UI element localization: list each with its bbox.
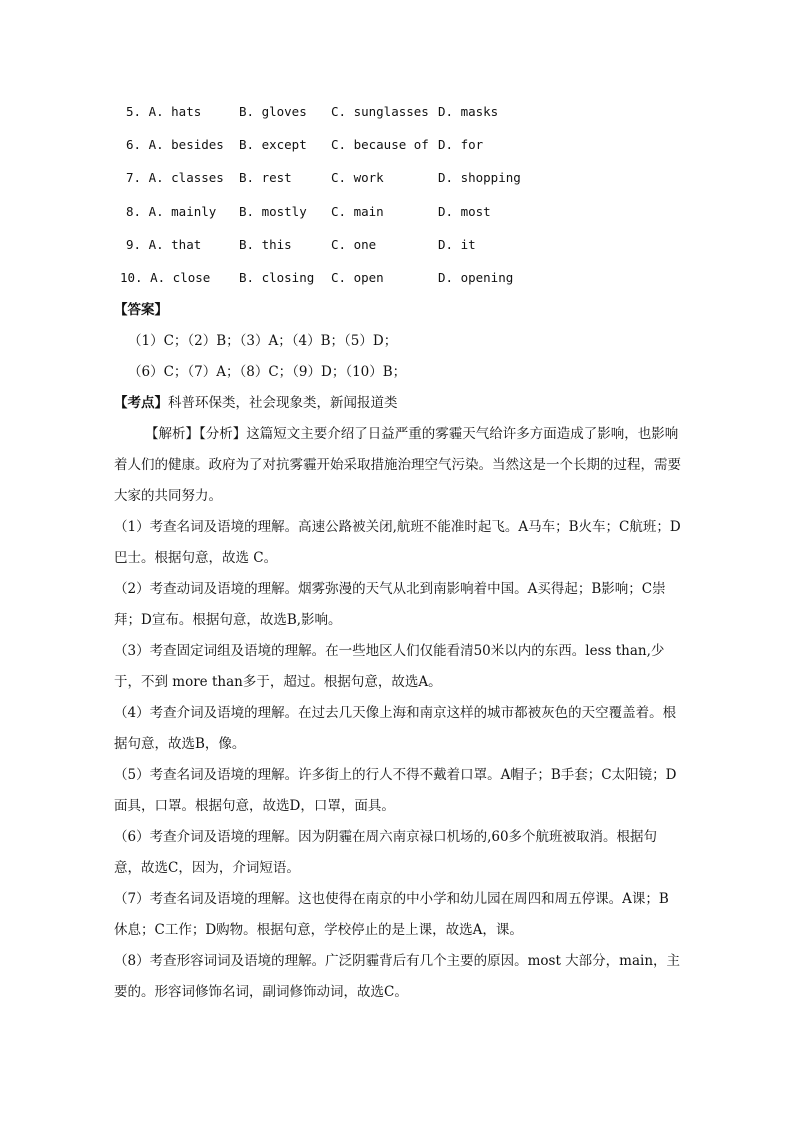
option-b: B. this [239, 236, 292, 252]
option-c: C. sunglasses [331, 104, 429, 119]
option-d: D. most [438, 203, 491, 219]
explanation-item: （4）考查介词及语境的理解。在过去几天像上海和南京这样的城市都被灰色的天空覆盖着。根据句意，故选B，像。 [114, 705, 677, 752]
explanation-item: （2）考查动词及语境的理解。烟雾弥漫的天气从北到南影响着中国。A买得起；B影响；C崇拜；D宣布。根据句意，故选B,影响。 [114, 581, 666, 628]
option-b: B. rest [239, 170, 292, 186]
option-d: D. for [438, 137, 484, 153]
explanation-item: （6）考查介词及语境的理解。因为阴霾在周六南京禄口机场的,60多个航班被取消。根据句意，故选C，因为，介词短语。 [114, 829, 658, 876]
answer-section [114, 295, 682, 1008]
analysis-text: 这篇短文主要介绍了日益严重的雾霾天气给许多方面造成了影响，也影响着人们的健康。政府为了对抗雾霾开始采取措施治理空气污染。当然这是一个长期的过程，需要大家的共同努力。 [114, 426, 681, 504]
kaodian-text: 科普环保类，社会现象类，新闻报道类 [168, 395, 398, 411]
option-c: C. work [331, 170, 384, 186]
option-a: 5. A. hats [126, 104, 202, 119]
explanation-item: （1）考查名词及语境的理解。高速公路被关闭,航班不能准时起飞。A马车；B火车；C航班；D巴士。根据句意，故选 C。 [114, 519, 681, 566]
answer-line: （6）C；（7）A；（8）C；（9）D；（10）B； [128, 364, 407, 380]
option-c: C. main [331, 203, 384, 219]
explanation-item: （5）考查名词及语境的理解。许多街上的行人不得不戴着口罩。A帽子；B手套；C太阳镜；D面具，口罩。根据句意，故选D，口罩，面具。 [114, 767, 677, 814]
answer-line: （1）C；（2）B；（3）A；（4）B；（5）D； [128, 333, 398, 349]
option-b: B. mostly [239, 203, 307, 219]
option-a: 9. A. that [126, 236, 202, 252]
kaodian [114, 388, 682, 419]
option-d: D. masks [438, 104, 499, 119]
option-d: D. opening [438, 269, 514, 285]
analysis-paragraph [114, 419, 682, 512]
option-a: 7. A. classes [126, 170, 224, 186]
option-d: D. shopping [438, 170, 521, 186]
option-d: D. it [438, 236, 476, 252]
option-c: C. open [331, 269, 384, 285]
option-a: 10. A. close [120, 269, 211, 285]
explanation-item: （7）考查名词及语境的理解。这也使得在南京的中小学和幼儿园在周四和周五停课。A课；B休息；C工作；D购物。根据句意，学校停止的是上课，故选A，课。 [114, 891, 669, 938]
option-b: B. gloves [239, 104, 307, 119]
option-b: B. except [239, 137, 307, 153]
explanation-item: （8）考查形容词词及语境的理解。广泛阴霾背后有几个主要的原因。most 大部分，main，主要的。形容词修饰名词，副词修饰动词，故选C。 [114, 953, 681, 1000]
option-c: C. one [331, 236, 377, 252]
option-a: 6. A. besides [126, 137, 224, 153]
explanation-item: （3）考查固定词组及语境的理解。在一些地区人们仅能看清50米以内的东西。less than,少于，不到 more than多于，超过。根据句意，故选A。 [114, 643, 665, 690]
option-b: B. closing [239, 269, 315, 285]
option-c: C. because of [331, 137, 429, 153]
analysis-label: 【解析】【分析】 [145, 426, 247, 442]
answer-heading: 【答案】 [114, 302, 168, 318]
kaodian-label: 【考点】 [114, 395, 168, 411]
option-a: 8. A. mainly [126, 203, 217, 219]
